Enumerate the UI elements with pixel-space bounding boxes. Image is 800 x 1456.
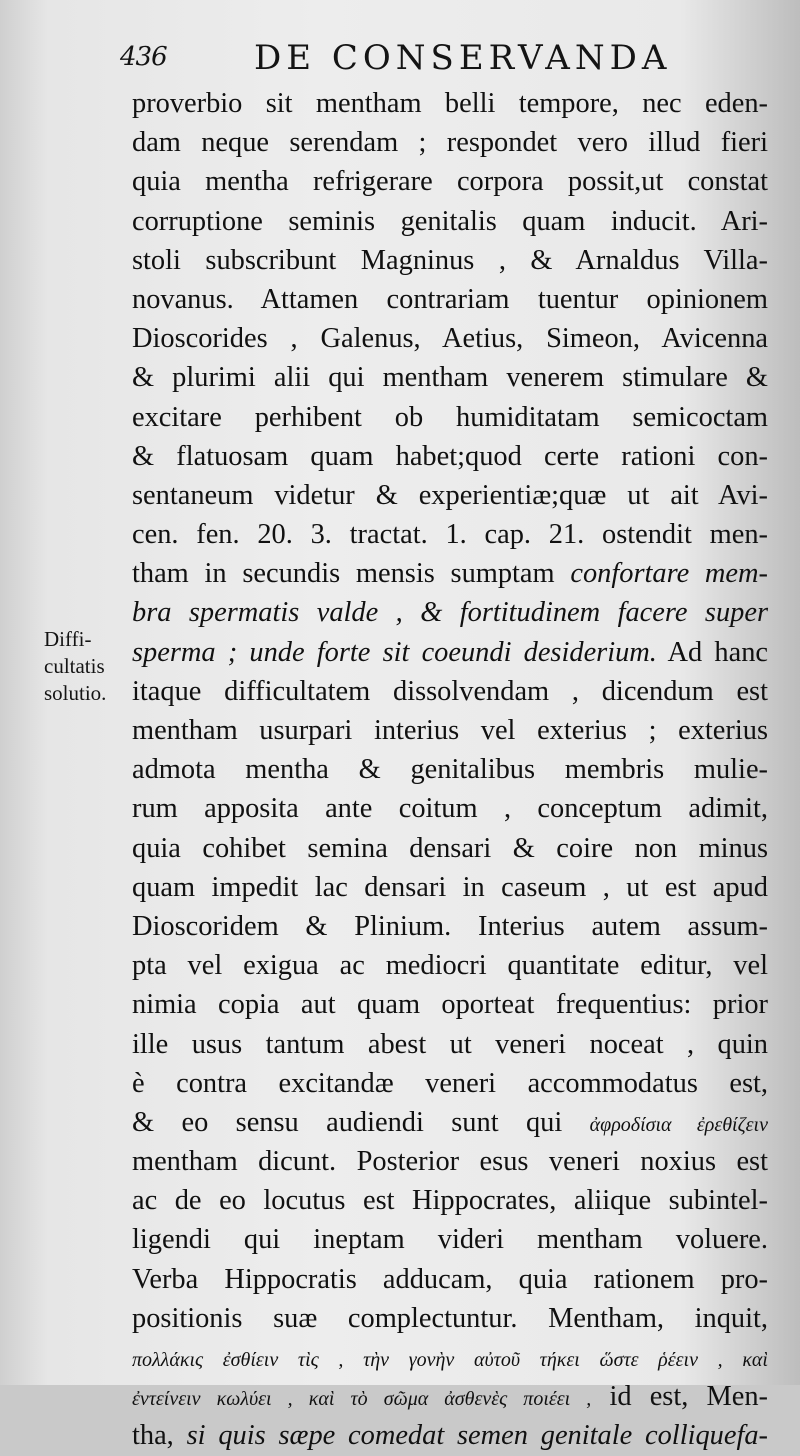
text-line <box>132 1064 768 1103</box>
greek-text: ἐντείνειν κωλύει , καὶ τὸ σῶμα ἀσθενὲς ποιέει , <box>132 1388 592 1411</box>
text-line <box>132 1025 768 1064</box>
text-segment: mentham dicunt. Posterior esus veneri noxius est <box>132 1146 768 1178</box>
marginal-note-line: solutio. <box>44 681 107 705</box>
text-line <box>132 1377 768 1416</box>
text-line <box>132 946 768 985</box>
text-segment: & flatuosam quam habet;quod certe rationi con- <box>132 440 768 472</box>
text-line <box>132 1260 768 1299</box>
text-segment: Dioscoridem & Plinium. Interius autem assum- <box>132 910 768 942</box>
text-line <box>132 750 768 789</box>
italic-text: si quis sæpe comedat semen genitale colliquefa- <box>186 1420 768 1452</box>
italic-text: bra spermatis valde , & fortitudinem facere super <box>132 597 768 629</box>
text-segment: tha, <box>132 1420 187 1452</box>
text-segment: ille usus tantum abest ut veneri noceat , quin <box>132 1028 768 1060</box>
text-segment: tham in secundis mensis sumptam <box>132 558 571 590</box>
text-line <box>132 985 768 1024</box>
greek-text: πολλάκις ἐσθίειν τὶς , τὴν γονὴν αὐτοῦ τήκει ὥστε ῥέειν , καὶ <box>132 1349 768 1371</box>
text-segment: quia cohibet semina densari & coire non minus <box>132 832 768 864</box>
text-segment: cen. fen. 20. 3. tractat. 1. cap. 21. ostendit men- <box>132 519 768 551</box>
text-segment: Ad hanc <box>656 636 768 668</box>
text-segment: ac de eo locutus est Hippocrates, aliique subintel- <box>132 1185 768 1217</box>
text-segment: & plurimi alii qui mentham venerem stimulare & <box>132 362 768 394</box>
text-segment: è contra excitandæ veneri accommodatus est, <box>132 1067 768 1099</box>
text-line <box>132 672 768 711</box>
text-line <box>132 1103 768 1142</box>
text-segment: Dioscorides , Galenus, Aetius, Simeon, Avicenna <box>132 323 768 355</box>
text-line <box>132 123 768 162</box>
marginal-note-line: Diffi- <box>44 627 92 651</box>
text-line <box>132 358 768 397</box>
text-segment: ligendi qui ineptam videri mentham voluere. <box>132 1224 768 1256</box>
running-title: DE CONSERVANDA <box>254 38 672 78</box>
text-line <box>132 202 768 241</box>
text-line <box>132 319 768 358</box>
text-line <box>132 554 768 593</box>
text-line <box>132 633 768 672</box>
text-segment: stoli subscribunt Magninus , & Arnaldus Villa- <box>132 244 768 276</box>
text-line <box>132 789 768 828</box>
text-segment: positionis suæ complectuntur. Mentham, inquit, <box>132 1302 768 1334</box>
text-line <box>132 1220 768 1259</box>
text-segment: quia mentha refrigerare corpora possit,ut constat <box>132 166 768 198</box>
greek-text: ἀφροδίσια ἐρεθίζειν <box>589 1113 768 1136</box>
text-line <box>132 907 768 946</box>
text-line <box>132 84 768 123</box>
text-segment: pta vel exigua ac mediocri quantitate editur, vel <box>132 950 768 982</box>
text-segment: & eo sensu audiendi sunt qui <box>132 1106 590 1138</box>
text-line <box>132 241 768 280</box>
text-line <box>132 437 768 476</box>
page-header <box>120 38 780 82</box>
text-line <box>132 593 768 632</box>
text-segment: itaque difficultatem dissolvendam , dicendum est <box>132 675 768 707</box>
page-number: 436 <box>120 42 167 72</box>
text-line <box>132 1181 768 1220</box>
text-segment: proverbio sit mentham belli tempore, nec eden- <box>132 88 768 119</box>
italic-text: confortare mem- <box>570 558 768 590</box>
text-segment: nimia copia aut quam oporteat frequentius: prior <box>132 989 768 1021</box>
text-line <box>132 1299 768 1338</box>
text-line <box>132 868 768 907</box>
text-segment: novanus. Attamen contrariam tuentur opinionem <box>132 283 768 315</box>
marginal-note <box>44 626 130 707</box>
text-line <box>132 515 768 554</box>
text-line <box>132 162 768 201</box>
text-segment: quam impedit lac densari in caseum , ut est apud <box>132 871 768 903</box>
text-line <box>132 280 768 319</box>
text-segment: mentham usurpari interius vel exterius ; exterius <box>132 715 768 746</box>
text-segment: Verba Hippocratis adducam, quia rationem pro- <box>132 1263 768 1295</box>
text-line <box>132 1142 768 1181</box>
text-line <box>132 1338 768 1377</box>
text-segment: excitare perhibent ob humiditatam semicoctam <box>132 401 768 433</box>
body-text <box>132 84 768 1456</box>
text-segment: rum apposita ante coitum , conceptum adimit, <box>132 793 768 825</box>
text-line <box>132 1416 768 1455</box>
italic-text: sperma ; unde forte sit coeundi desiderium. <box>132 636 657 668</box>
text-segment: sentaneum videtur & experientiæ;quæ ut ait Avi- <box>132 479 768 511</box>
text-segment: id est, Men- <box>591 1381 768 1413</box>
text-segment: dam neque serendam ; respondet vero illud fieri <box>132 127 768 159</box>
text-line <box>132 398 768 437</box>
text-line <box>132 829 768 868</box>
text-segment: admota mentha & genitalibus membris mulie- <box>132 754 768 786</box>
text-line <box>132 476 768 515</box>
text-segment: corruptione seminis genitalis quam inducit. Ari- <box>132 205 768 237</box>
marginal-note-line: cultatis <box>44 654 105 678</box>
text-line <box>132 711 768 750</box>
